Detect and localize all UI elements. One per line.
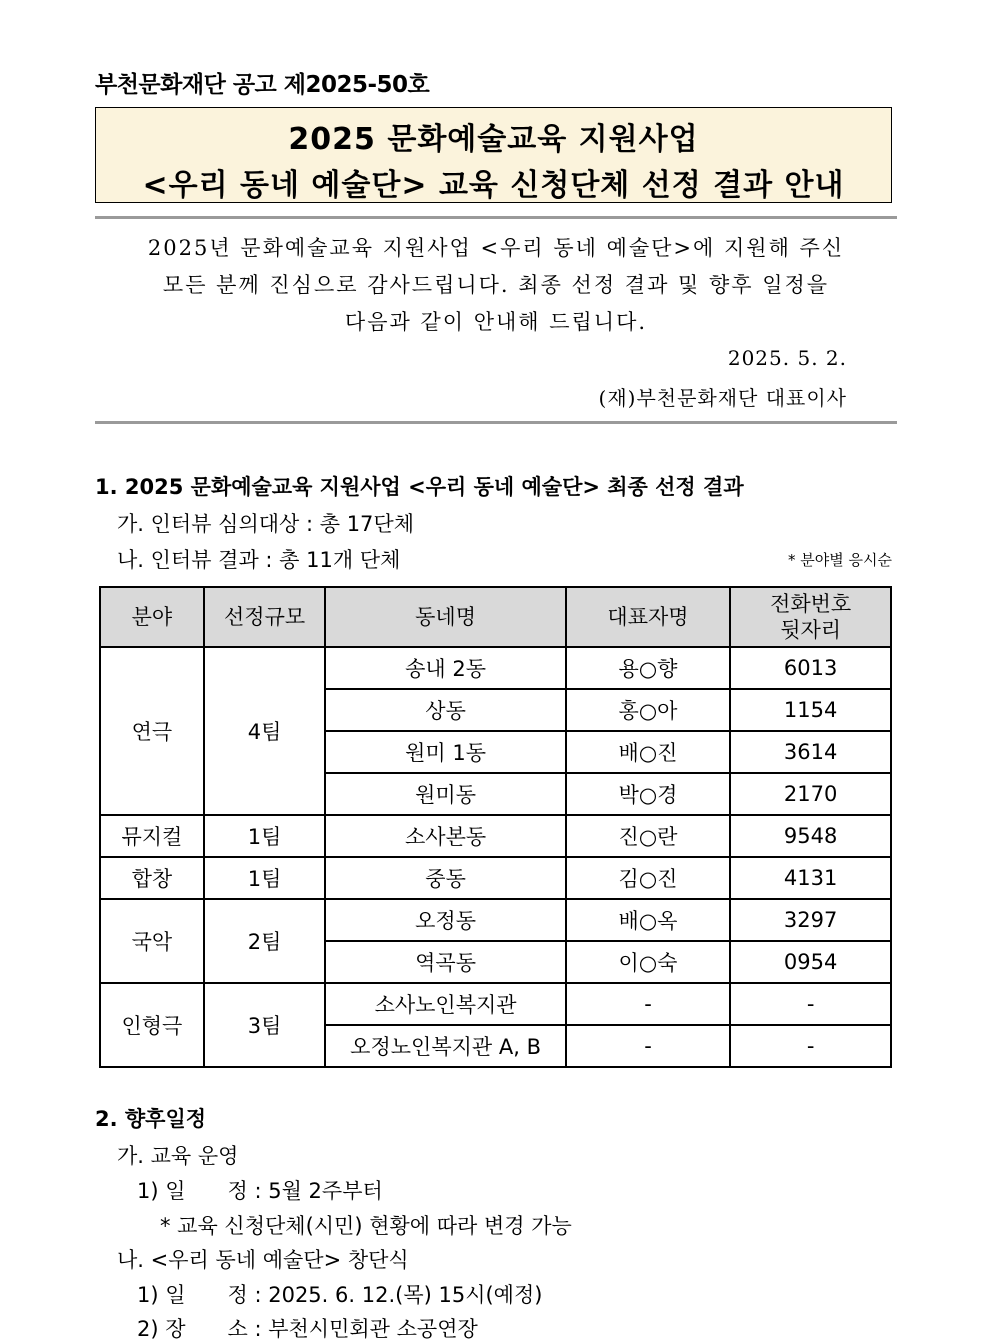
scale-cell: 1팀 — [204, 857, 326, 899]
notice-number: 부천문화재단 공고 제2025-50호 — [95, 72, 430, 98]
phone-cell: 0954 — [730, 941, 891, 983]
neighborhood-cell: 역곡동 — [325, 941, 565, 983]
title-box — [95, 107, 892, 203]
neighborhood-cell: 송내 2동 — [325, 647, 565, 689]
section-1-item-a: 가. 인터뷰 심의대상 : 총 17단체 — [117, 512, 414, 536]
header-phone — [730, 587, 891, 647]
phone-cell: 4131 — [730, 857, 891, 899]
neighborhood-cell: 소사노인복지관 — [325, 983, 565, 1025]
section-2-a1-note: * 교육 신청단체(시민) 현황에 따라 변경 가능 — [160, 1214, 572, 1238]
representative-cell: 배○옥 — [566, 899, 731, 941]
field-cell: 인형극 — [100, 983, 204, 1067]
table-row — [100, 899, 891, 941]
header-phone-line-1: 전화번호 — [770, 591, 852, 616]
neighborhood-cell: 원미 1동 — [325, 731, 565, 773]
neighborhood-cell: 원미동 — [325, 773, 565, 815]
section-1-item-b: 나. 인터뷰 결과 : 총 11개 단체 — [117, 548, 401, 572]
section-2-item-b: 나. <우리 동네 예술단> 창단식 — [117, 1248, 409, 1272]
phone-cell: 6013 — [730, 647, 891, 689]
scale-cell: 2팀 — [204, 899, 326, 983]
representative-cell: - — [566, 1025, 731, 1067]
scale-cell: 1팀 — [204, 815, 326, 857]
header-neighborhood: 동네명 — [325, 587, 565, 647]
section-2-b1: 1) 일 정 : 2025. 6. 12.(목) 15시(예정) — [137, 1283, 543, 1307]
section-2-item-a: 가. 교육 운영 — [117, 1144, 239, 1168]
table-row — [100, 647, 891, 689]
phone-cell: - — [730, 983, 891, 1025]
representative-cell: 배○진 — [566, 731, 731, 773]
neighborhood-cell: 오정동 — [325, 899, 565, 941]
phone-cell: 1154 — [730, 689, 891, 731]
neighborhood-cell: 상동 — [325, 689, 565, 731]
representative-cell: - — [566, 983, 731, 1025]
table-row — [100, 815, 891, 857]
representative-cell: 박○경 — [566, 773, 731, 815]
intro-line-1: 2025년 문화예술교육 지원사업 <우리 동네 예술단>에 지원해 주신 — [147, 236, 845, 260]
neighborhood-cell: 중동 — [325, 857, 565, 899]
selection-table — [99, 586, 892, 1068]
phone-cell: - — [730, 1025, 891, 1067]
table-row — [100, 983, 891, 1025]
section-1-heading: 1. 2025 문화예술교육 지원사업 <우리 동네 예술단> 최종 선정 결과 — [95, 475, 744, 499]
section-2-heading: 2. 향후일정 — [95, 1107, 207, 1131]
divider-bottom — [95, 421, 897, 424]
phone-cell: 2170 — [730, 773, 891, 815]
table-header-row — [100, 587, 891, 647]
field-cell: 합창 — [100, 857, 204, 899]
header-representative: 대표자명 — [566, 587, 731, 647]
signer: (재)부천문화재단 대표이사 — [598, 386, 847, 410]
field-cell: 뮤지컬 — [100, 815, 204, 857]
header-scale: 선정규모 — [204, 587, 326, 647]
title-line-2: <우리 동네 예술단> 교육 신청단체 선정 결과 안내 — [142, 168, 845, 203]
neighborhood-cell: 오정노인복지관 A, B — [325, 1025, 565, 1067]
title-line-1: 2025 문화예술교육 지원사업 — [288, 122, 699, 157]
header-field: 분야 — [100, 587, 204, 647]
intro-line-2: 모든 분께 진심으로 감사드립니다. 최종 선정 결과 및 향후 일정을 — [162, 273, 830, 297]
divider-top — [95, 216, 897, 219]
field-cell: 연극 — [100, 647, 204, 815]
phone-cell: 3614 — [730, 731, 891, 773]
scale-cell: 3팀 — [204, 983, 326, 1067]
field-cell: 국악 — [100, 899, 204, 983]
section-2-a1: 1) 일 정 : 5월 2주부터 — [137, 1179, 383, 1203]
representative-cell: 김○진 — [566, 857, 731, 899]
scale-cell: 4팀 — [204, 647, 326, 815]
representative-cell: 용○향 — [566, 647, 731, 689]
representative-cell: 홍○아 — [566, 689, 731, 731]
neighborhood-cell: 소사본동 — [325, 815, 565, 857]
phone-cell: 9548 — [730, 815, 891, 857]
phone-cell: 3297 — [730, 899, 891, 941]
representative-cell: 이○숙 — [566, 941, 731, 983]
header-phone-line-2: 뒷자리 — [780, 618, 842, 642]
representative-cell: 진○란 — [566, 815, 731, 857]
section-2-b2: 2) 장 소 : 부천시민회관 소공연장 — [137, 1317, 478, 1341]
announcement-date: 2025. 5. 2. — [727, 346, 847, 370]
table-row — [100, 857, 891, 899]
intro-line-3: 다음과 같이 안내해 드립니다. — [344, 310, 648, 334]
sort-note: * 분야별 응시순 — [788, 551, 892, 569]
